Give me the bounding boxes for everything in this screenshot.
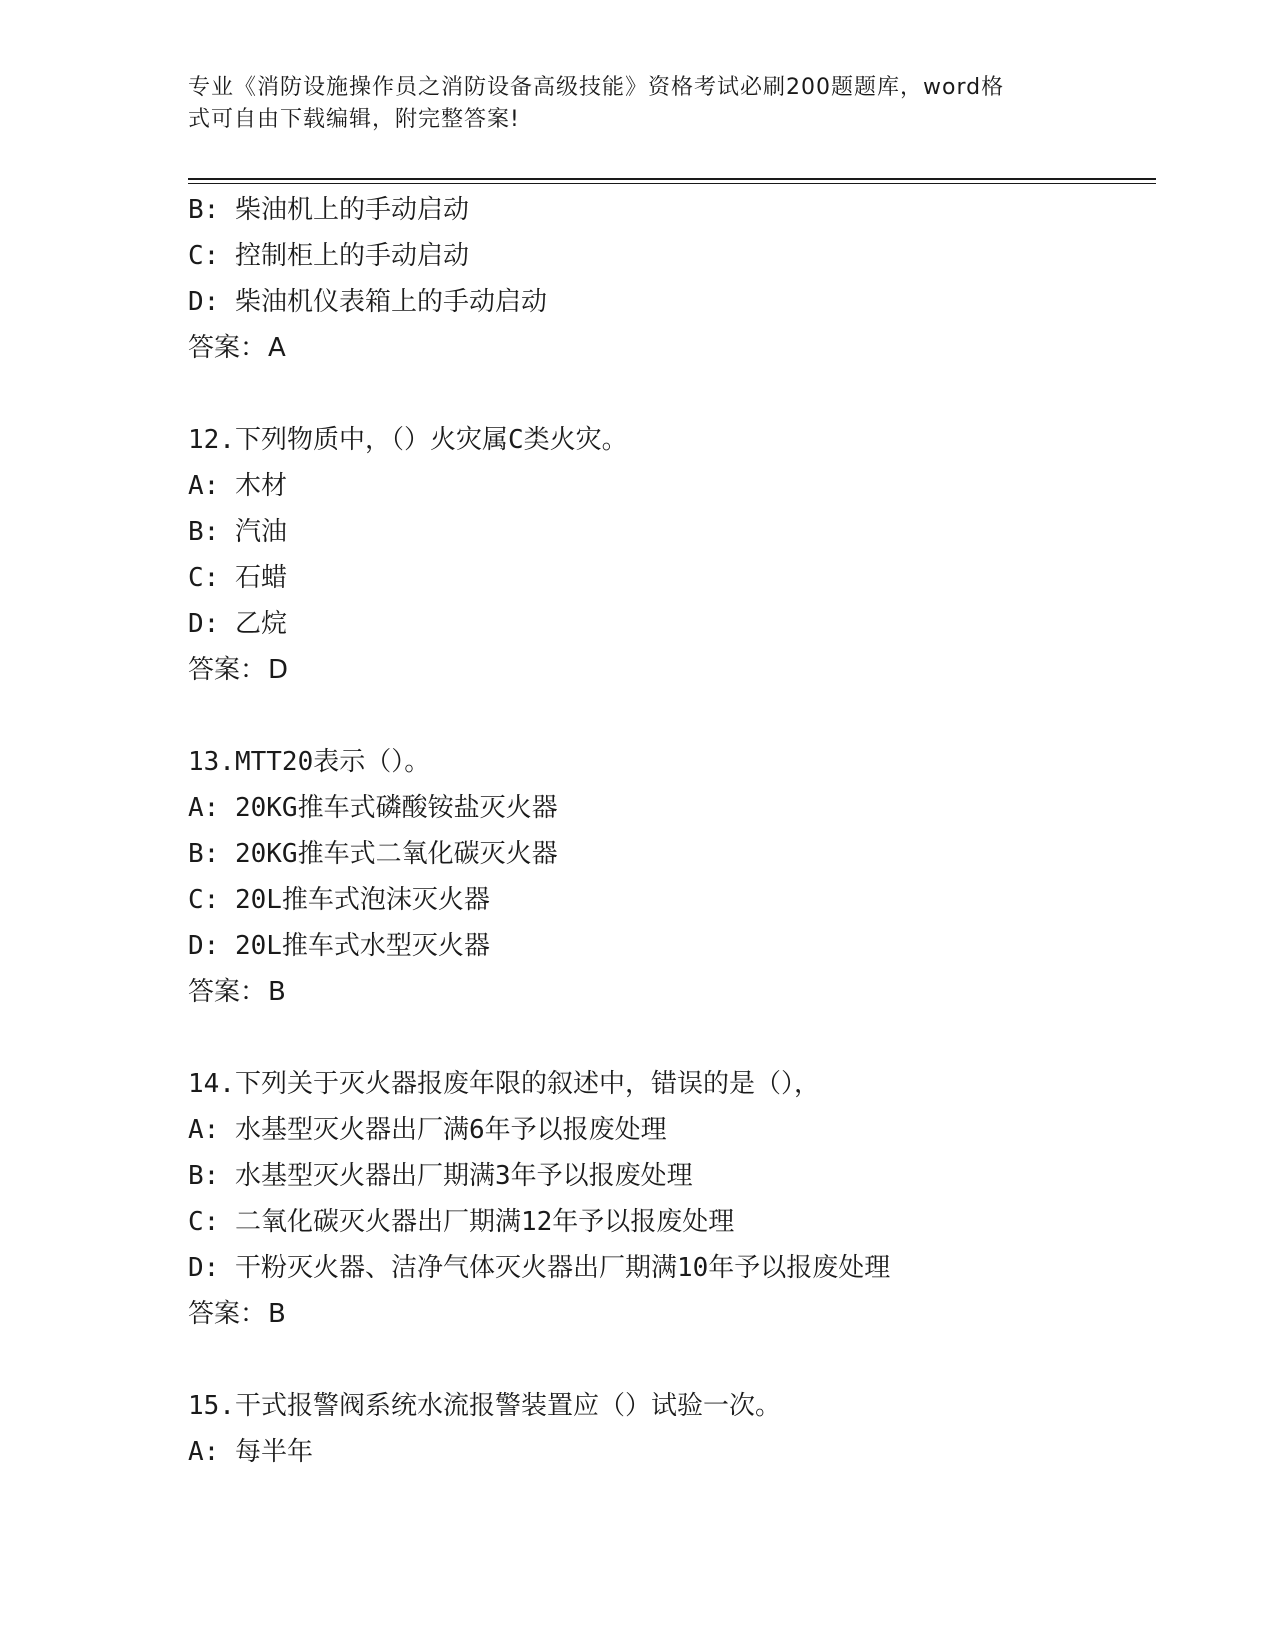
question-list	[188, 187, 1188, 1475]
option-d: D: 20L推车式水型灭火器	[188, 931, 490, 961]
question-block-15	[188, 1383, 1188, 1475]
option-c: C: 控制柜上的手动启动	[188, 241, 469, 271]
answer-label: 答案：	[188, 977, 267, 1007]
answer-label: 答案：	[188, 655, 267, 685]
option-a: A: 20KG推车式磷酸铵盐灭火器	[188, 793, 558, 823]
option-b: B: 20KG推车式二氧化碳灭火器	[188, 839, 558, 869]
header-line-1: 专业《消防设施操作员之消防设备高级技能》资格考试必刷200题题库，word格	[188, 75, 1005, 100]
block-spacer	[188, 693, 1188, 739]
question-text: 12.下列物质中，（）火灾属C类火灾。	[188, 425, 628, 455]
option-a: A: 水基型灭火器出厂满6年予以报废处理	[188, 1115, 667, 1145]
option-b: B: 柴油机上的手动启动	[188, 195, 469, 225]
header-divider-thin	[188, 183, 1156, 184]
question-text: 14.下列关于灭火器报废年限的叙述中，错误的是（），	[188, 1069, 820, 1099]
option-d: D: 乙烷	[188, 609, 287, 639]
header-divider-thick	[188, 178, 1156, 180]
block-spacer	[188, 1015, 1188, 1061]
question-block-13	[188, 739, 1188, 1015]
answer-line	[188, 325, 1188, 371]
option-d: D: 干粉灭火器、洁净气体灭火器出厂期满10年予以报废处理	[188, 1253, 891, 1283]
header-line-2: 式可自由下载编辑，附完整答案!	[188, 107, 520, 132]
answer-line	[188, 969, 1188, 1015]
answer-value: B	[268, 1299, 286, 1329]
question-block-14	[188, 1061, 1188, 1337]
answer-label: 答案：	[188, 1299, 267, 1329]
answer-value: B	[268, 977, 286, 1007]
question-block-11	[188, 187, 1188, 371]
option-b: B: 水基型灭火器出厂期满3年予以报废处理	[188, 1161, 693, 1191]
answer-line	[188, 1291, 1188, 1337]
answer-line	[188, 647, 1188, 693]
option-d: D: 柴油机仪表箱上的手动启动	[188, 287, 547, 317]
answer-value: D	[268, 655, 289, 685]
option-c: C: 石蜡	[188, 563, 287, 593]
option-c: C: 20L推车式泡沫灭火器	[188, 885, 490, 915]
question-text: 13.MTT20表示（）。	[188, 747, 431, 777]
option-b: B: 汽油	[188, 517, 287, 547]
option-c: C: 二氧化碳灭火器出厂期满12年予以报废处理	[188, 1207, 735, 1237]
option-a: A: 每半年	[188, 1437, 313, 1467]
question-text: 15.干式报警阀系统水流报警装置应（）试验一次。	[188, 1391, 781, 1421]
answer-label: 答案：	[188, 333, 267, 363]
option-a: A: 木材	[188, 471, 287, 501]
block-spacer	[188, 371, 1188, 417]
block-spacer	[188, 1337, 1188, 1383]
document-header	[188, 72, 1068, 136]
question-block-12	[188, 417, 1188, 693]
answer-value: A	[268, 333, 286, 363]
